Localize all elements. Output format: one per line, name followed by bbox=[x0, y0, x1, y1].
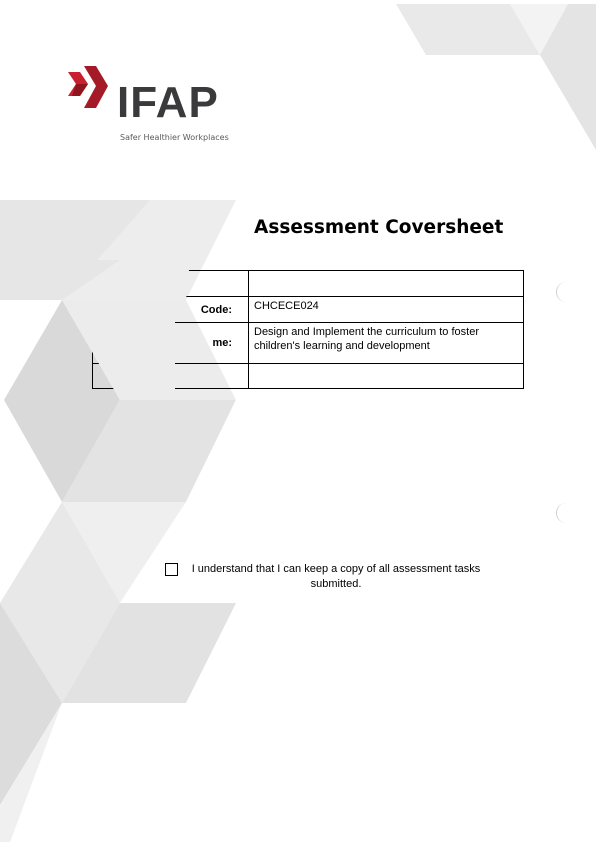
page-title: Assessment Coversheet bbox=[254, 217, 504, 238]
unit-name-value[interactable]: Design and Implement the curriculum to foster children's learning and development bbox=[249, 323, 524, 364]
unit-code-value[interactable]: CHCECE024 bbox=[249, 297, 524, 323]
unit-name-label: me: bbox=[93, 323, 249, 364]
logo-tagline: Safer Healthier Workplaces bbox=[120, 133, 229, 142]
ifap-logo bbox=[66, 64, 242, 148]
table-left-overlay bbox=[0, 200, 596, 610]
agreement-checkbox[interactable] bbox=[165, 563, 178, 576]
unit-code-label: Code: bbox=[93, 297, 249, 323]
logo-wordmark: IFAP bbox=[117, 78, 219, 127]
agreement-text: I understand that I can keep a copy of all assessment tasks submitted. bbox=[191, 563, 481, 590]
